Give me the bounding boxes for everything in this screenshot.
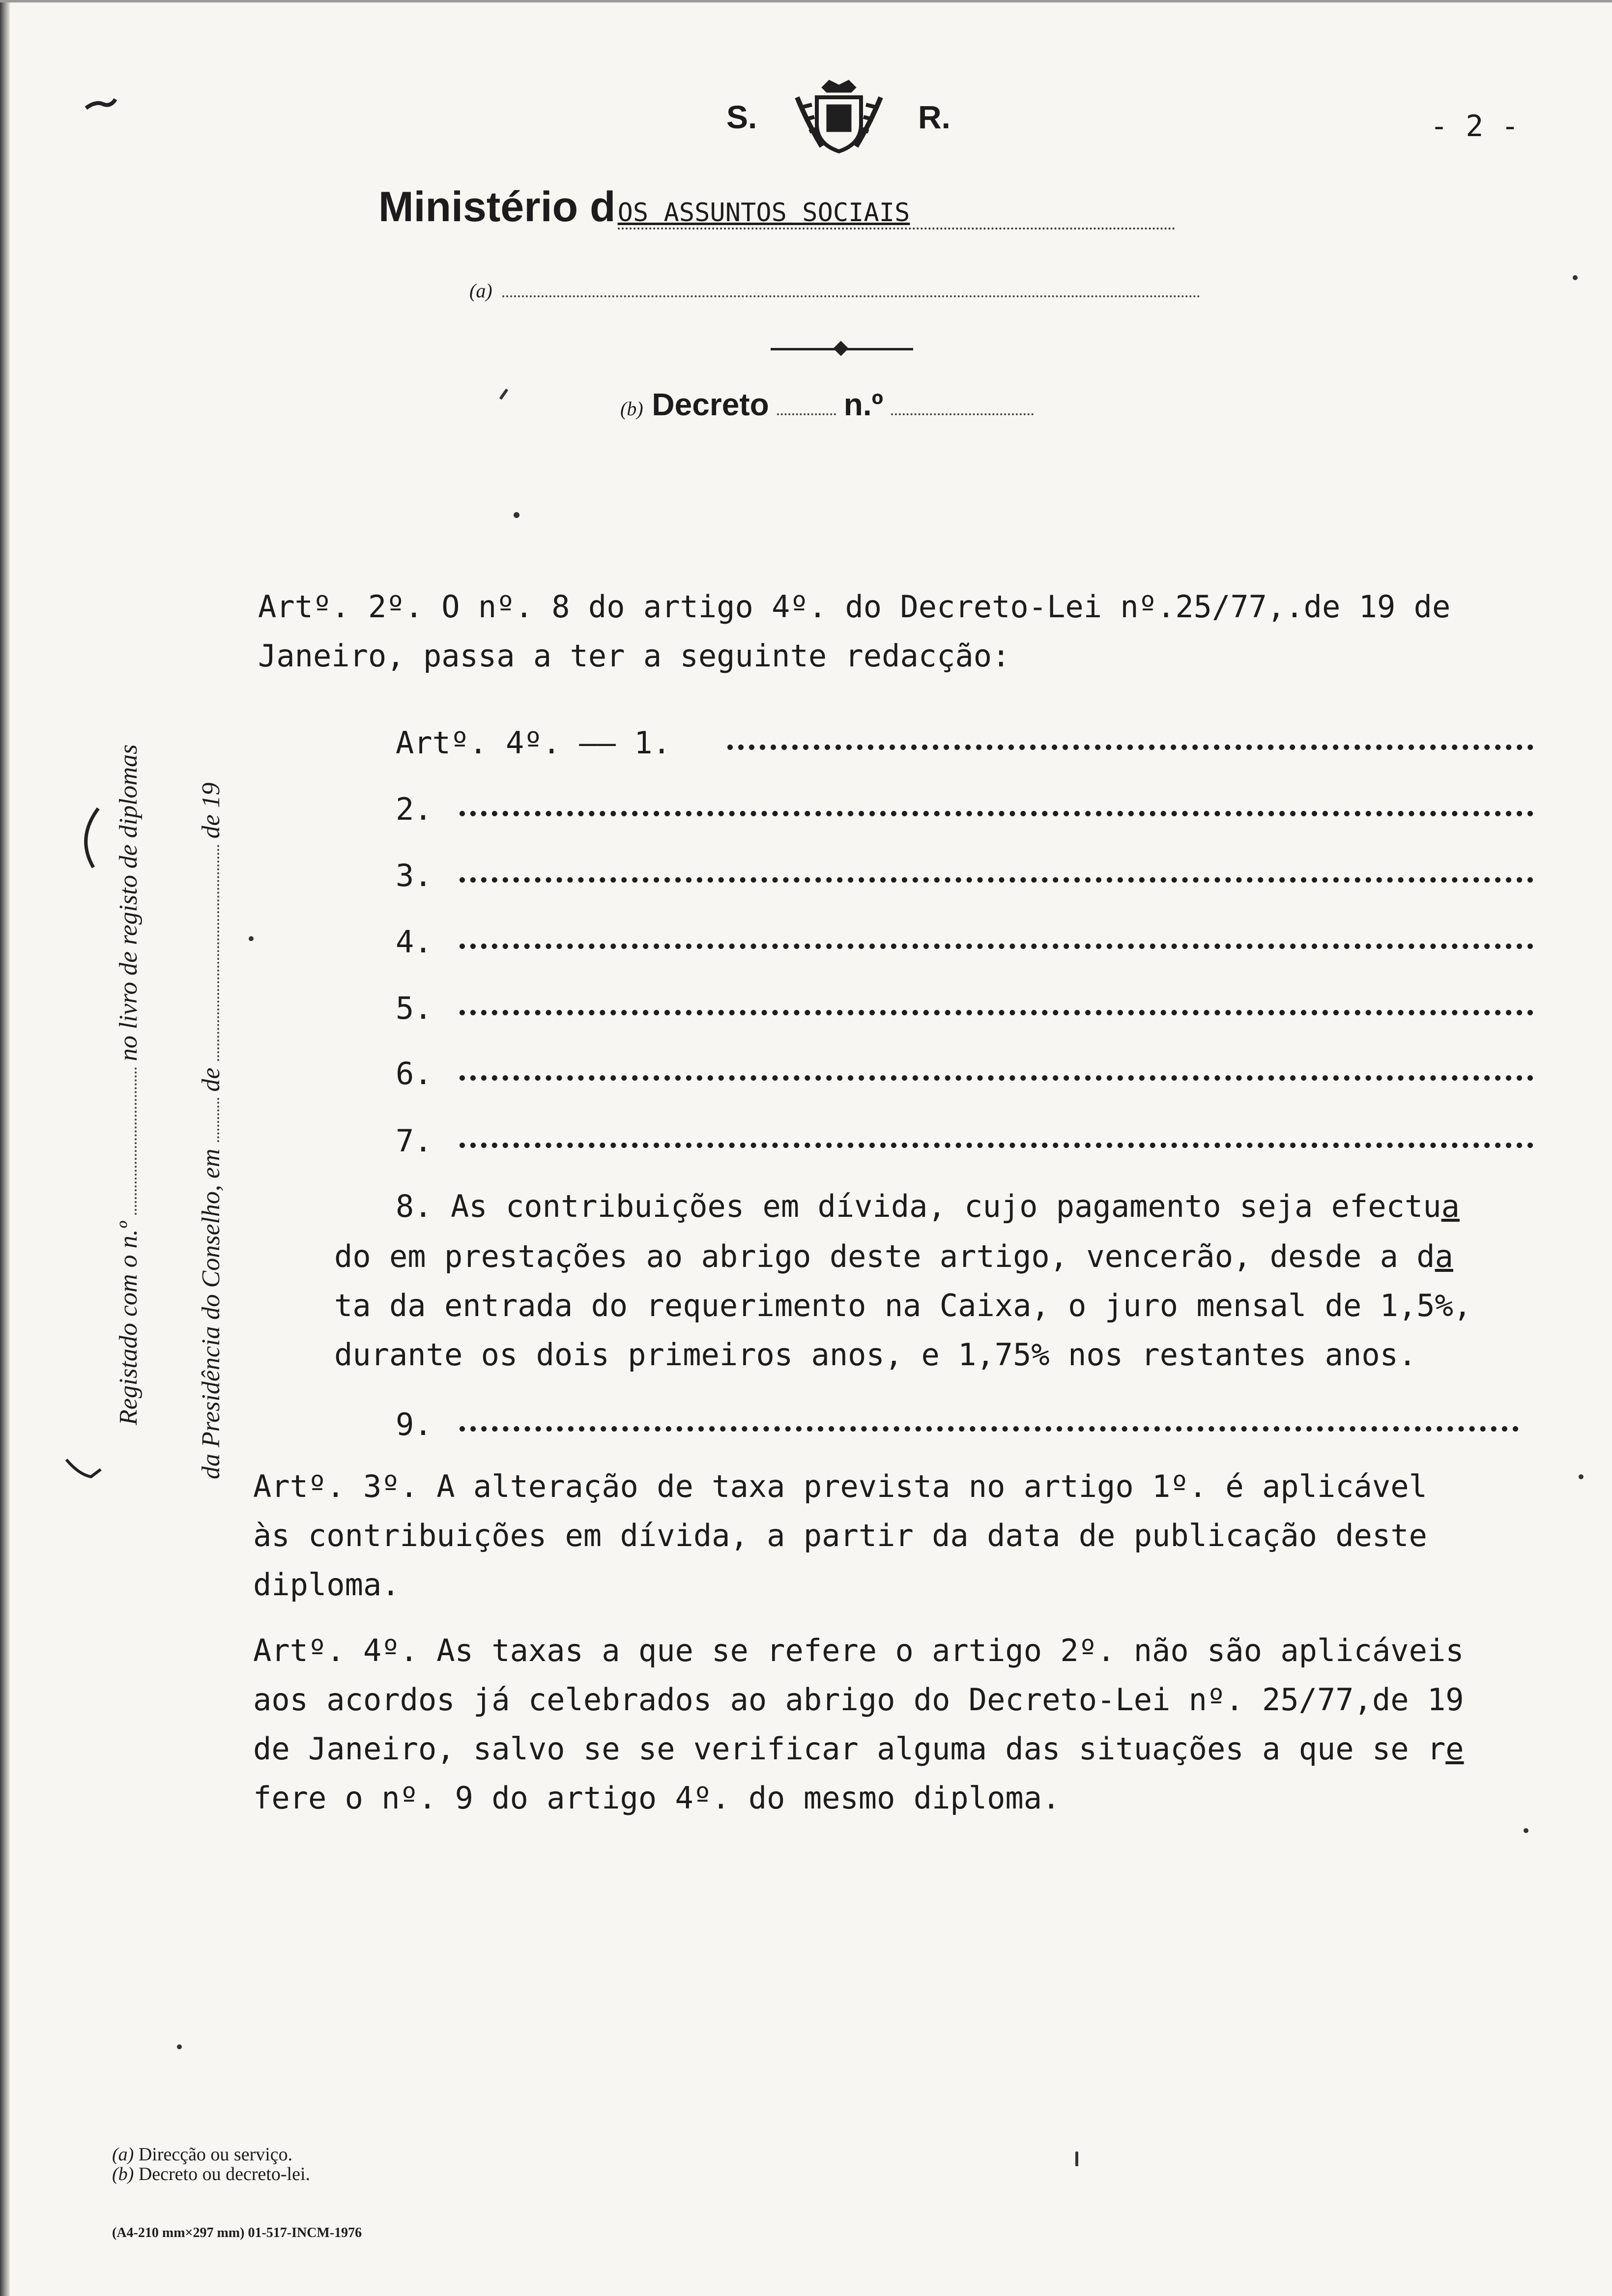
ink-speck [1573,275,1578,280]
art2-line-1: Artº. 2º. O nº. 8 do artigo 4º. do Decreto-Lei nº.25/77,.de 19 de [258,589,1451,625]
margin-bracket-mark [74,806,103,870]
ink-speck [1075,2152,1078,2166]
decree-field [620,386,1034,423]
item-4-label: 4. [396,924,432,960]
footnote-b-text: Decreto ou decreto-lei. [138,2164,311,2184]
margin-registration-line-2 [197,782,226,1479]
a-marker: (a) [469,280,492,302]
art4-line-2: aos acordos já celebrados ao abrigo do Decreto-Lei nº. 25/77,de 19 [253,1682,1464,1718]
item-2-dots [460,811,1533,816]
direction-dotted-line [502,290,1200,297]
item-3-dots [460,877,1533,883]
margin-line1-a: Registado com o n.º [115,1221,143,1425]
item-6-dots [460,1075,1533,1081]
item-6-label: 6. [396,1056,432,1091]
ministry-label: Ministério d [378,183,616,230]
item-5-label: 5. [396,990,432,1026]
footnote-b [112,2163,310,2185]
header-r: R. [918,99,950,135]
art4-line-4: fere o nº. 9 do artigo 4º. do mesmo diploma. [253,1780,1061,1816]
top-edge-line [0,0,1612,2]
ink-speck [249,936,254,941]
footnote-b-marker: (b) [112,2164,134,2184]
footnote-a-text: Direcção ou serviço. [138,2144,293,2165]
ink-speck [1579,1474,1583,1479]
footnote-a [112,2144,292,2165]
art4-line-3-text: de Janeiro, salvo se se verificar alguma das situações a que se r [253,1731,1446,1767]
b-marker: (b) [620,398,643,420]
footnote-a-marker: (a) [112,2144,134,2165]
item-8-line-2 [334,1238,1453,1274]
art4-line-3 [253,1731,1464,1767]
header-s: S. [726,99,757,135]
item-8-line-1 [396,1188,1460,1224]
art3-line-3: diploma. [253,1567,400,1603]
art2-line-2: Janeiro, passa a ter a seguinte redacção: [258,638,1010,674]
direction-field [469,279,1200,302]
binding-edge [0,0,10,2296]
margin-dots-2 [213,1098,219,1142]
item-8-line-4: durante os dois primeiros anos, e 1,75% nos restantes anos. [334,1337,1417,1373]
item-1-dots [727,745,1533,750]
art3-line-2: às contribuições em dívida, a partir da data de publicação deste [253,1518,1427,1553]
art4-line-1: Artº. 4º. As taxas a que se refere o artigo 2º. não são aplicáveis [253,1633,1464,1668]
item-8-line-1-text: 8. As contribuições em dívida, cujo pagamento seja efectu [396,1188,1441,1224]
margin-line2-b: de [197,1067,225,1092]
art4-line-3-hyphen: e [1445,1731,1464,1767]
item-8-line-3: ta da entrada do requerimento na Caixa, o juro mensal de 1,5%, [334,1288,1472,1323]
item-7-dots [460,1143,1533,1148]
item-3-label: 3. [396,858,432,893]
coat-of-arms-icon [792,78,886,156]
margin-registration-line-1 [114,745,143,1425]
item-9-dots [460,1426,1519,1432]
art3-line-1: Artº. 3º. A alteração de taxa prevista no artigo 1º. é aplicável [253,1468,1427,1504]
item-2-label: 2. [396,791,432,827]
decree-label: Decreto [652,387,769,422]
margin-line1-b: no livro de registo de diplomas [115,744,143,1062]
item-8-line-2-text: do em prestações ao abrigo deste artigo, vencerão, desde a d [334,1238,1435,1274]
number-label: n.º [843,387,883,422]
item-7-label: 7. [396,1123,432,1159]
margin-check-mark [64,1455,103,1484]
ink-speck [177,2044,182,2049]
ministry-line [378,183,1175,231]
number-dotted-line [891,408,1034,415]
corner-ink-mark [84,93,118,118]
item-9-label: 9. [396,1406,432,1442]
item-5-dots [460,1010,1533,1015]
item-4-dots [460,944,1533,949]
margin-line2-a: da Presidência do Conselho, em [197,1148,225,1479]
margin-dots-3 [213,845,219,1061]
item-8-line-1-hyphen: a [1441,1188,1460,1224]
ink-speck [514,512,519,518]
item-8-line-2-hyphen: a [1435,1238,1453,1274]
ink-speck [499,388,509,400]
margin-dots-1 [131,1067,137,1215]
ministry-name: OS ASSUNTOS SOCIAIS [617,198,910,228]
ink-speck [1524,1828,1528,1833]
margin-line2-c: de 19 [197,782,225,839]
item-1-label: Artº. 4º. —— 1. [396,725,671,761]
print-info: (A4-210 mm×297 mm) 01-517-INCM-1976 [112,2225,362,2240]
decree-dotted-line [777,408,836,415]
page-number: - 2 - [1430,109,1519,144]
rule-diamond-icon [833,341,848,356]
